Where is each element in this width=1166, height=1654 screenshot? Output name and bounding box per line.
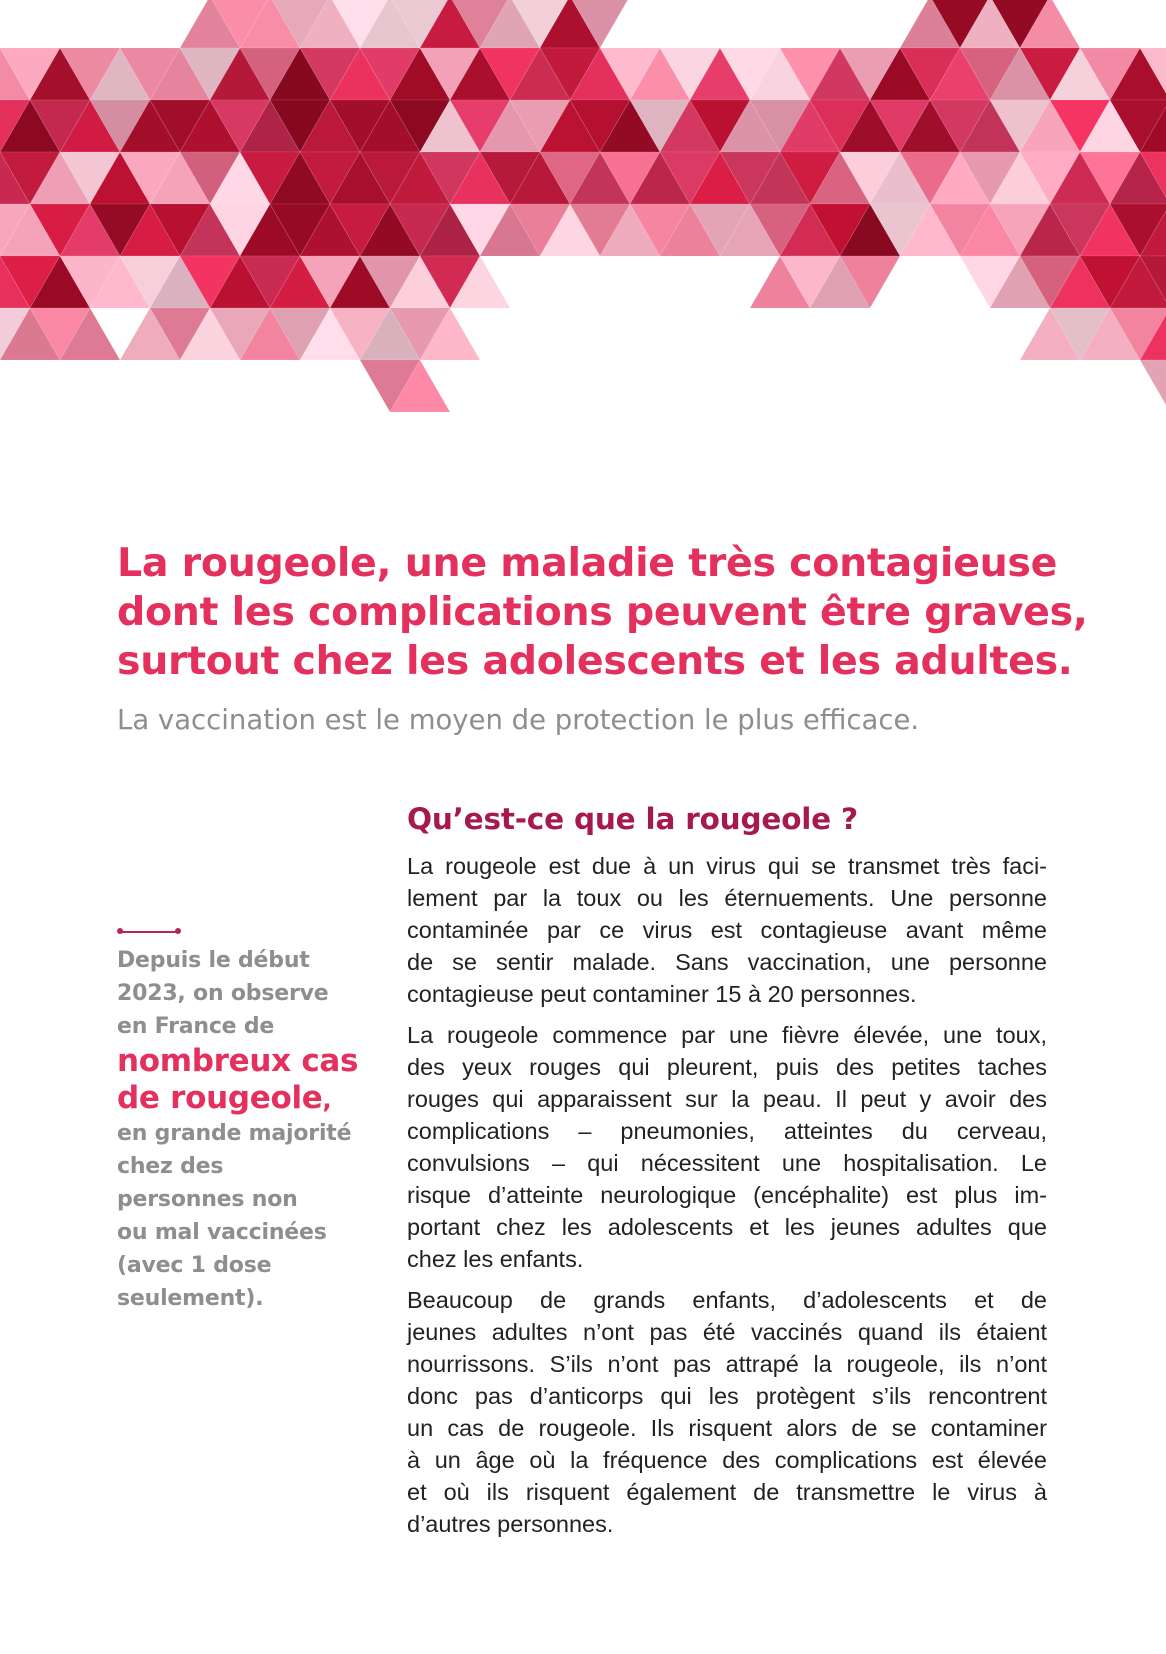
- callout-line: seulement).: [117, 1286, 264, 1311]
- headline-line: dont les complications peuvent être graves,: [117, 589, 1088, 635]
- headline-line: La rougeole, une maladie très contagieuse: [117, 540, 1058, 586]
- paragraph: La rougeole est due à un virus qui se transmet très faci- lement par la toux ou les éternuements. Une personne contaminée par ce virus est contagieuse avant même de se sentir malade. Sans vaccination, une personne contagieuse peut contaminer 15 à 20 personnes.: [407, 853, 1047, 1007]
- callout-line: Depuis le début: [117, 948, 310, 973]
- callout-emphasis: nombreux cas: [117, 1043, 359, 1079]
- callout-line: en grande majorité: [117, 1121, 352, 1146]
- callout-line: personnes non: [117, 1187, 298, 1212]
- callout-emphasis: de rougeole,: [117, 1080, 332, 1116]
- paragraph: La rougeole commence par une fièvre élevée, une toux, des yeux rouges qui pleurent, puis des petites taches rouges qui apparaissent sur la peau. Il peut y avoir des complications – pneumonies, atteintes du cerveau, convulsions – qui nécessitent une hospitalisation. Le risque d’atteinte neurologique (encéphalite) est plus im- portant chez les adolescents et les jeunes adultes que chez les enfants.: [407, 1022, 1047, 1272]
- headline: [117, 539, 1117, 686]
- callout-line: en France de: [117, 1014, 275, 1039]
- callout-line: ou mal vaccinées: [117, 1220, 327, 1245]
- paragraph: Beaucoup de grands enfants, d’adolescents et de jeunes adultes n’ont pas été vaccinés quand ils étaient nourrissons. S’ils n’ont pas attrapé la rougeole, ils n’ont donc pas d’anticorps qui les protègent s’ils rencontrent un cas de rougeole. Ils risquent alors de se contaminer à un âge où la fréquence des complications est élevée et où ils risquent également de transmettre le virus à d’autres personnes.: [407, 1287, 1047, 1537]
- headline-line: surtout chez les adolescents et les adultes.: [117, 638, 1073, 684]
- callout-line: chez des: [117, 1154, 224, 1179]
- sidebar-callout: [117, 928, 387, 1315]
- main-article: [407, 800, 1047, 1549]
- callout-line: (avec 1 dose: [117, 1253, 272, 1278]
- dot-divider-icon: [117, 928, 181, 936]
- hexagon-tile: [1140, 360, 1166, 412]
- subheadline: La vaccination est le moyen de protection le plus efficace.: [117, 704, 920, 736]
- section-title: Qu’est-ce que la rougeole ?: [407, 802, 858, 836]
- callout-line: 2023, on observe: [117, 981, 329, 1006]
- hexagon-pattern-banner: [0, 0, 1166, 460]
